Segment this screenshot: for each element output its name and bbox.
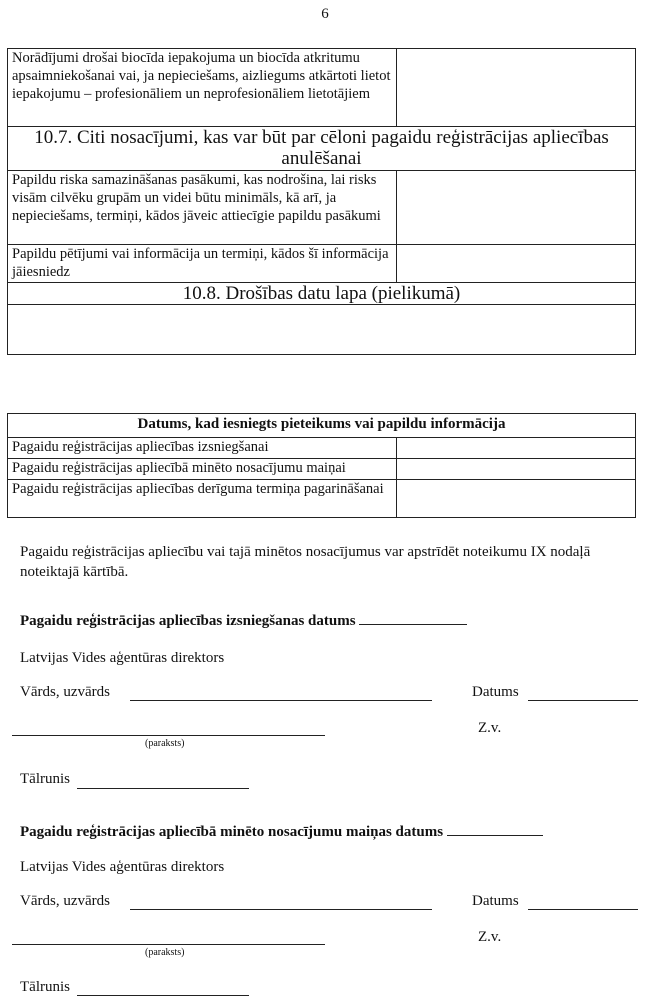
- issuance-date-line[interactable]: [359, 624, 467, 625]
- date-label-1: Datums: [472, 684, 519, 700]
- section-10-8-heading: 10.8. Drošības datu lapa (pielikumā): [8, 283, 636, 305]
- date-line-1[interactable]: [528, 700, 638, 701]
- issuance-row-value: [397, 438, 636, 459]
- signature-label-2: (paraksts): [145, 947, 185, 958]
- issuance-date-title: Pagaidu reģistrācijas apliecības izsniegšanas datums: [20, 613, 356, 629]
- submission-dates-table: [7, 413, 636, 518]
- name-label-1: Vārds, uzvārds: [20, 684, 110, 700]
- change-row-value: [397, 459, 636, 480]
- change-date-field[interactable]: [20, 824, 543, 841]
- packaging-instructions-value: [397, 49, 636, 127]
- packaging-instructions-cell: Norādījumi drošai biocīda iepakojuma un biocīda atkritumu apsaimniekošanai vai, ja nepieciešams, aizliegums atkārtoti lietot iepakojumu – profesionāliem un neprofesionāliem lietotājiem: [8, 49, 397, 127]
- name-field-1[interactable]: [20, 684, 110, 701]
- risk-measures-cell: Papildu riska samazināšanas pasākumi, kas nodrošina, lai risks visām cilvēku grupām un videi būtu minimāls, kā arī, ja nepieciešams, termiņi, kādos jāveic attiecīgie papildu pasākumi: [8, 171, 397, 245]
- issuance-row-label: Pagaidu reģistrācijas apliecības izsniegšanai: [8, 438, 397, 459]
- dates-table-header: Datums, kad iesniegts pieteikums vai papildu informācija: [8, 414, 636, 438]
- seal-label-1: Z.v.: [478, 720, 502, 736]
- risk-measures-value: [397, 171, 636, 245]
- agency-director-label-1: Latvijas Vides aģentūras direktors: [20, 650, 225, 666]
- change-date-title: Pagaidu reģistrācijas apliecībā minēto nosacījumu maiņas datums: [20, 824, 444, 840]
- date-label-2: Datums: [472, 893, 519, 909]
- phone-label-2: Tālrunis: [20, 979, 70, 995]
- extension-row-value: [397, 480, 636, 518]
- page-number: 6: [321, 6, 329, 22]
- extension-row-label: Pagaidu reģistrācijas apliecības derīguma termiņa pagarināšanai: [8, 480, 397, 518]
- name-line-1[interactable]: [130, 700, 432, 701]
- safety-data-sheet-cell: [8, 305, 636, 355]
- signature-label-1: (paraksts): [145, 738, 185, 749]
- name-label-2: Vārds, uzvārds: [20, 893, 110, 909]
- name-line-2[interactable]: [130, 909, 432, 910]
- phone-line-2[interactable]: [77, 995, 249, 996]
- phone-line-1[interactable]: [77, 788, 249, 789]
- date-line-2[interactable]: [528, 909, 638, 910]
- additional-studies-cell: Papildu pētījumi vai informācija un termiņi, kādos šī informācija jāiesniedz: [8, 245, 397, 283]
- agency-director-label-2: Latvijas Vides aģentūras direktors: [20, 859, 225, 875]
- signature-line-2[interactable]: [12, 944, 325, 945]
- additional-studies-value: [397, 245, 636, 283]
- conditions-table: [7, 48, 636, 355]
- issuance-date-field[interactable]: [20, 613, 467, 630]
- seal-label-2: Z.v.: [478, 929, 502, 945]
- change-date-line[interactable]: [447, 835, 543, 836]
- signature-line-1[interactable]: [12, 735, 325, 736]
- phone-label-1: Tālrunis: [20, 771, 70, 787]
- appeal-note: Pagaidu reģistrācijas apliecību vai tajā minētos nosacījumus var apstrīdēt noteikumu IX nodaļā noteiktajā kārtībā.: [20, 544, 591, 580]
- section-10-7-heading: 10.7. Citi nosacījumi, kas var būt par cēloni pagaidu reģistrācijas apliecības anulēšanai: [8, 127, 636, 171]
- change-row-label: Pagaidu reģistrācijas apliecībā minēto nosacījumu maiņai: [8, 459, 397, 480]
